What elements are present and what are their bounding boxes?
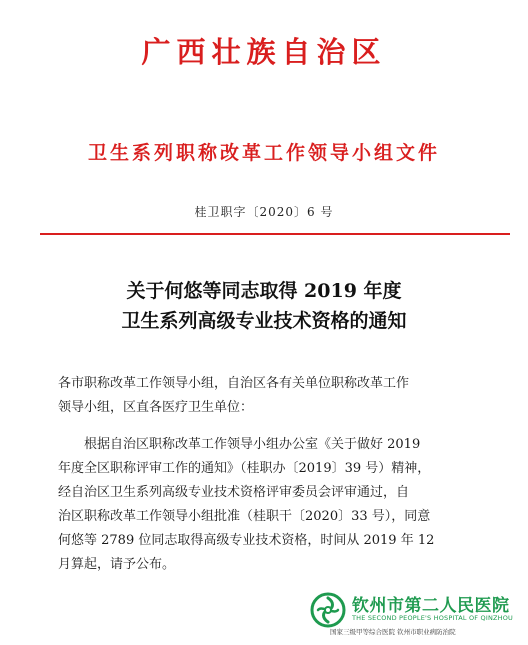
hospital-logo-icon bbox=[310, 592, 346, 628]
issuer-title: 广西壮族自治区 bbox=[141, 35, 387, 69]
body-line: 何悠等 2789 位同志取得高级专业技术资格，时间从 2019 年 12 bbox=[58, 533, 435, 548]
body-line: 经自治区卫生系列高级专业技术资格评审委员会评审通过，自 bbox=[58, 485, 410, 500]
body-line: 各市职称改革工作领导小组，自治区各有关单位职称改革工作 bbox=[58, 376, 410, 391]
document-number: 桂卫职字〔2020〕6 号 bbox=[194, 205, 334, 219]
hospital-subtitle: 国家三级甲等综合医院 钦州市职业病防治院 bbox=[330, 628, 456, 636]
document-type-title: 卫生系列职称改革工作领导小组文件 bbox=[87, 142, 440, 164]
notice-title-line-1: 关于何悠等同志取得 2019 年度 bbox=[126, 280, 402, 302]
body-line: 年度全区职称评审工作的通知》（桂职办〔2019〕39 号）精神， bbox=[58, 461, 431, 476]
main-paragraph bbox=[58, 433, 486, 577]
body-line: 领导小组，区直各医疗卫生单位： bbox=[58, 400, 254, 415]
body-line: 治区职称改革工作领导小组批准（桂职干〔2020〕33 号），同意 bbox=[58, 509, 431, 524]
hospital-name: 钦州市第二人民医院 bbox=[352, 596, 510, 616]
hospital-watermark bbox=[308, 590, 523, 642]
addressee-paragraph bbox=[58, 372, 486, 420]
notice-title-line-2: 卫生系列高级专业技术资格的通知 bbox=[121, 310, 407, 332]
body-line: 月算起，请予公布。 bbox=[58, 557, 176, 572]
hospital-english-name: THE SECOND PEOPLE'S HOSPITAL OF QINZHOU bbox=[352, 614, 514, 622]
body-line: 根据自治区职称改革工作领导小组办公室《关于做好 2019 bbox=[84, 437, 421, 452]
red-divider-line bbox=[40, 233, 510, 235]
